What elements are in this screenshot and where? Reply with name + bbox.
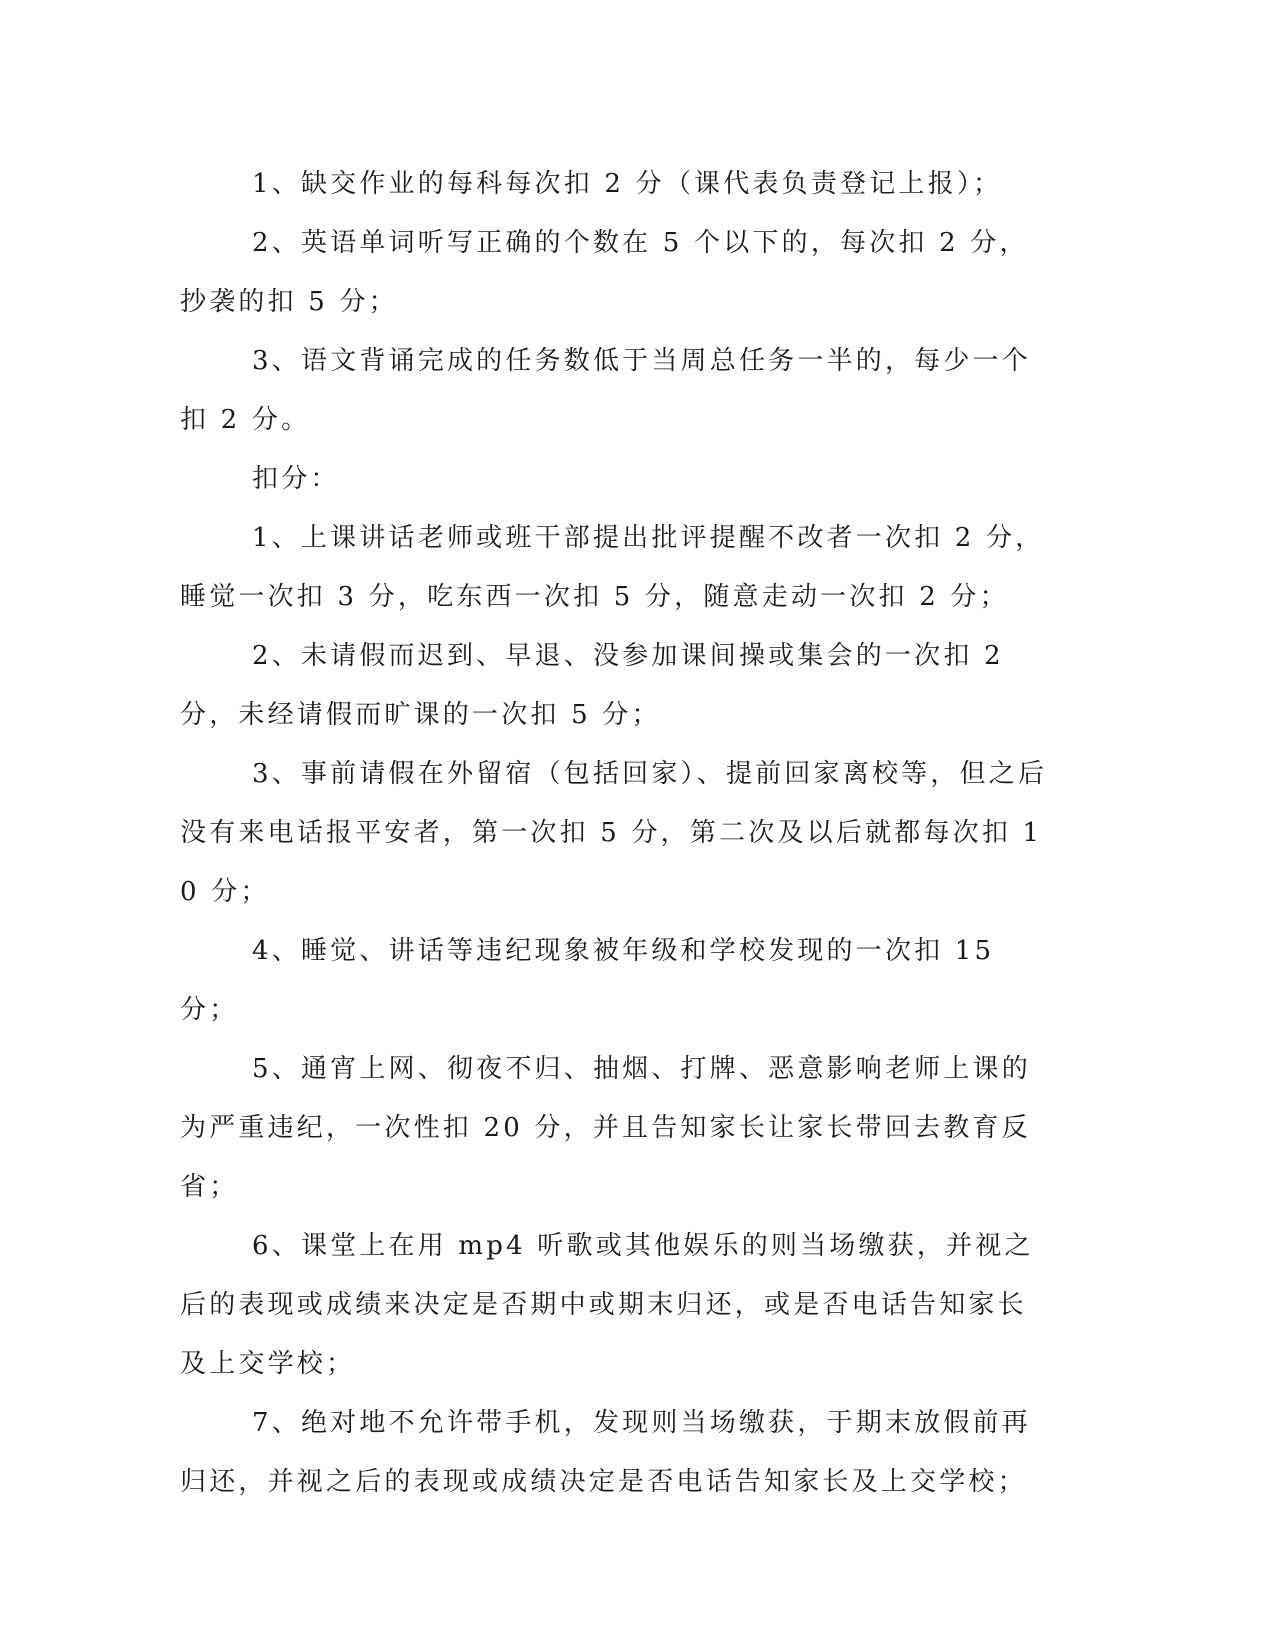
rule-late-absence: 2、未请假而迟到、早退、没参加课间操或集会的一次扣 2 分，未经请假而旷课的一次扣 5 分； [180,641,1004,730]
rule-mp4-entertainment: 6、课堂上在用 mp4 听歌或其他娱乐的则当场缴获，并视之后的表现或成绩来决定是否期中或期末归还，或是否电话告知家长及上交学校； [180,1231,1034,1379]
rule-talking-in-class: 1、上课讲话老师或班干部提出批评提醒不改者一次扣 2 分，睡觉一次扣 3 分，吃东西一次扣 5 分，随意走动一次扣 2 分； [180,523,1045,612]
document-body [180,155,1050,1512]
section-heading-deductions: 扣分： [252,464,340,494]
rule-mobile-phone: 7、绝对地不允许带手机，发现则当场缴获，于期末放假前再归还，并视之后的表现或成绩决定是否电话告知家长及上交学校； [180,1408,1031,1497]
rule-serious-violation: 5、通宵上网、彻夜不归、抽烟、打牌、恶意影响老师上课的为严重违纪，一次性扣 20 分，并且告知家长让家长带回去教育反省； [180,1054,1031,1202]
rule-english-dictation: 2、英语单词听写正确的个数在 5 个以下的，每次扣 2 分，抄袭的扣 5 分； [180,228,1029,317]
rule-homework-missing: 1、缺交作业的每科每次扣 2 分（课代表负责登记上报）； [252,169,1003,199]
rule-discovered-by-school: 4、睡觉、讲话等违纪现象被年级和学校发现的一次扣 15 分； [180,936,995,1025]
rule-chinese-recitation: 3、语文背诵完成的任务数低于当周总任务一半的，每少一个扣 2 分。 [180,346,1031,435]
rule-overnight-leave: 3、事前请假在外留宿（包括回家）、提前回家离校等，但之后没有来电话报平安者，第一次扣 5 分，第二次及以后就都每次扣 10 分； [180,759,1048,907]
